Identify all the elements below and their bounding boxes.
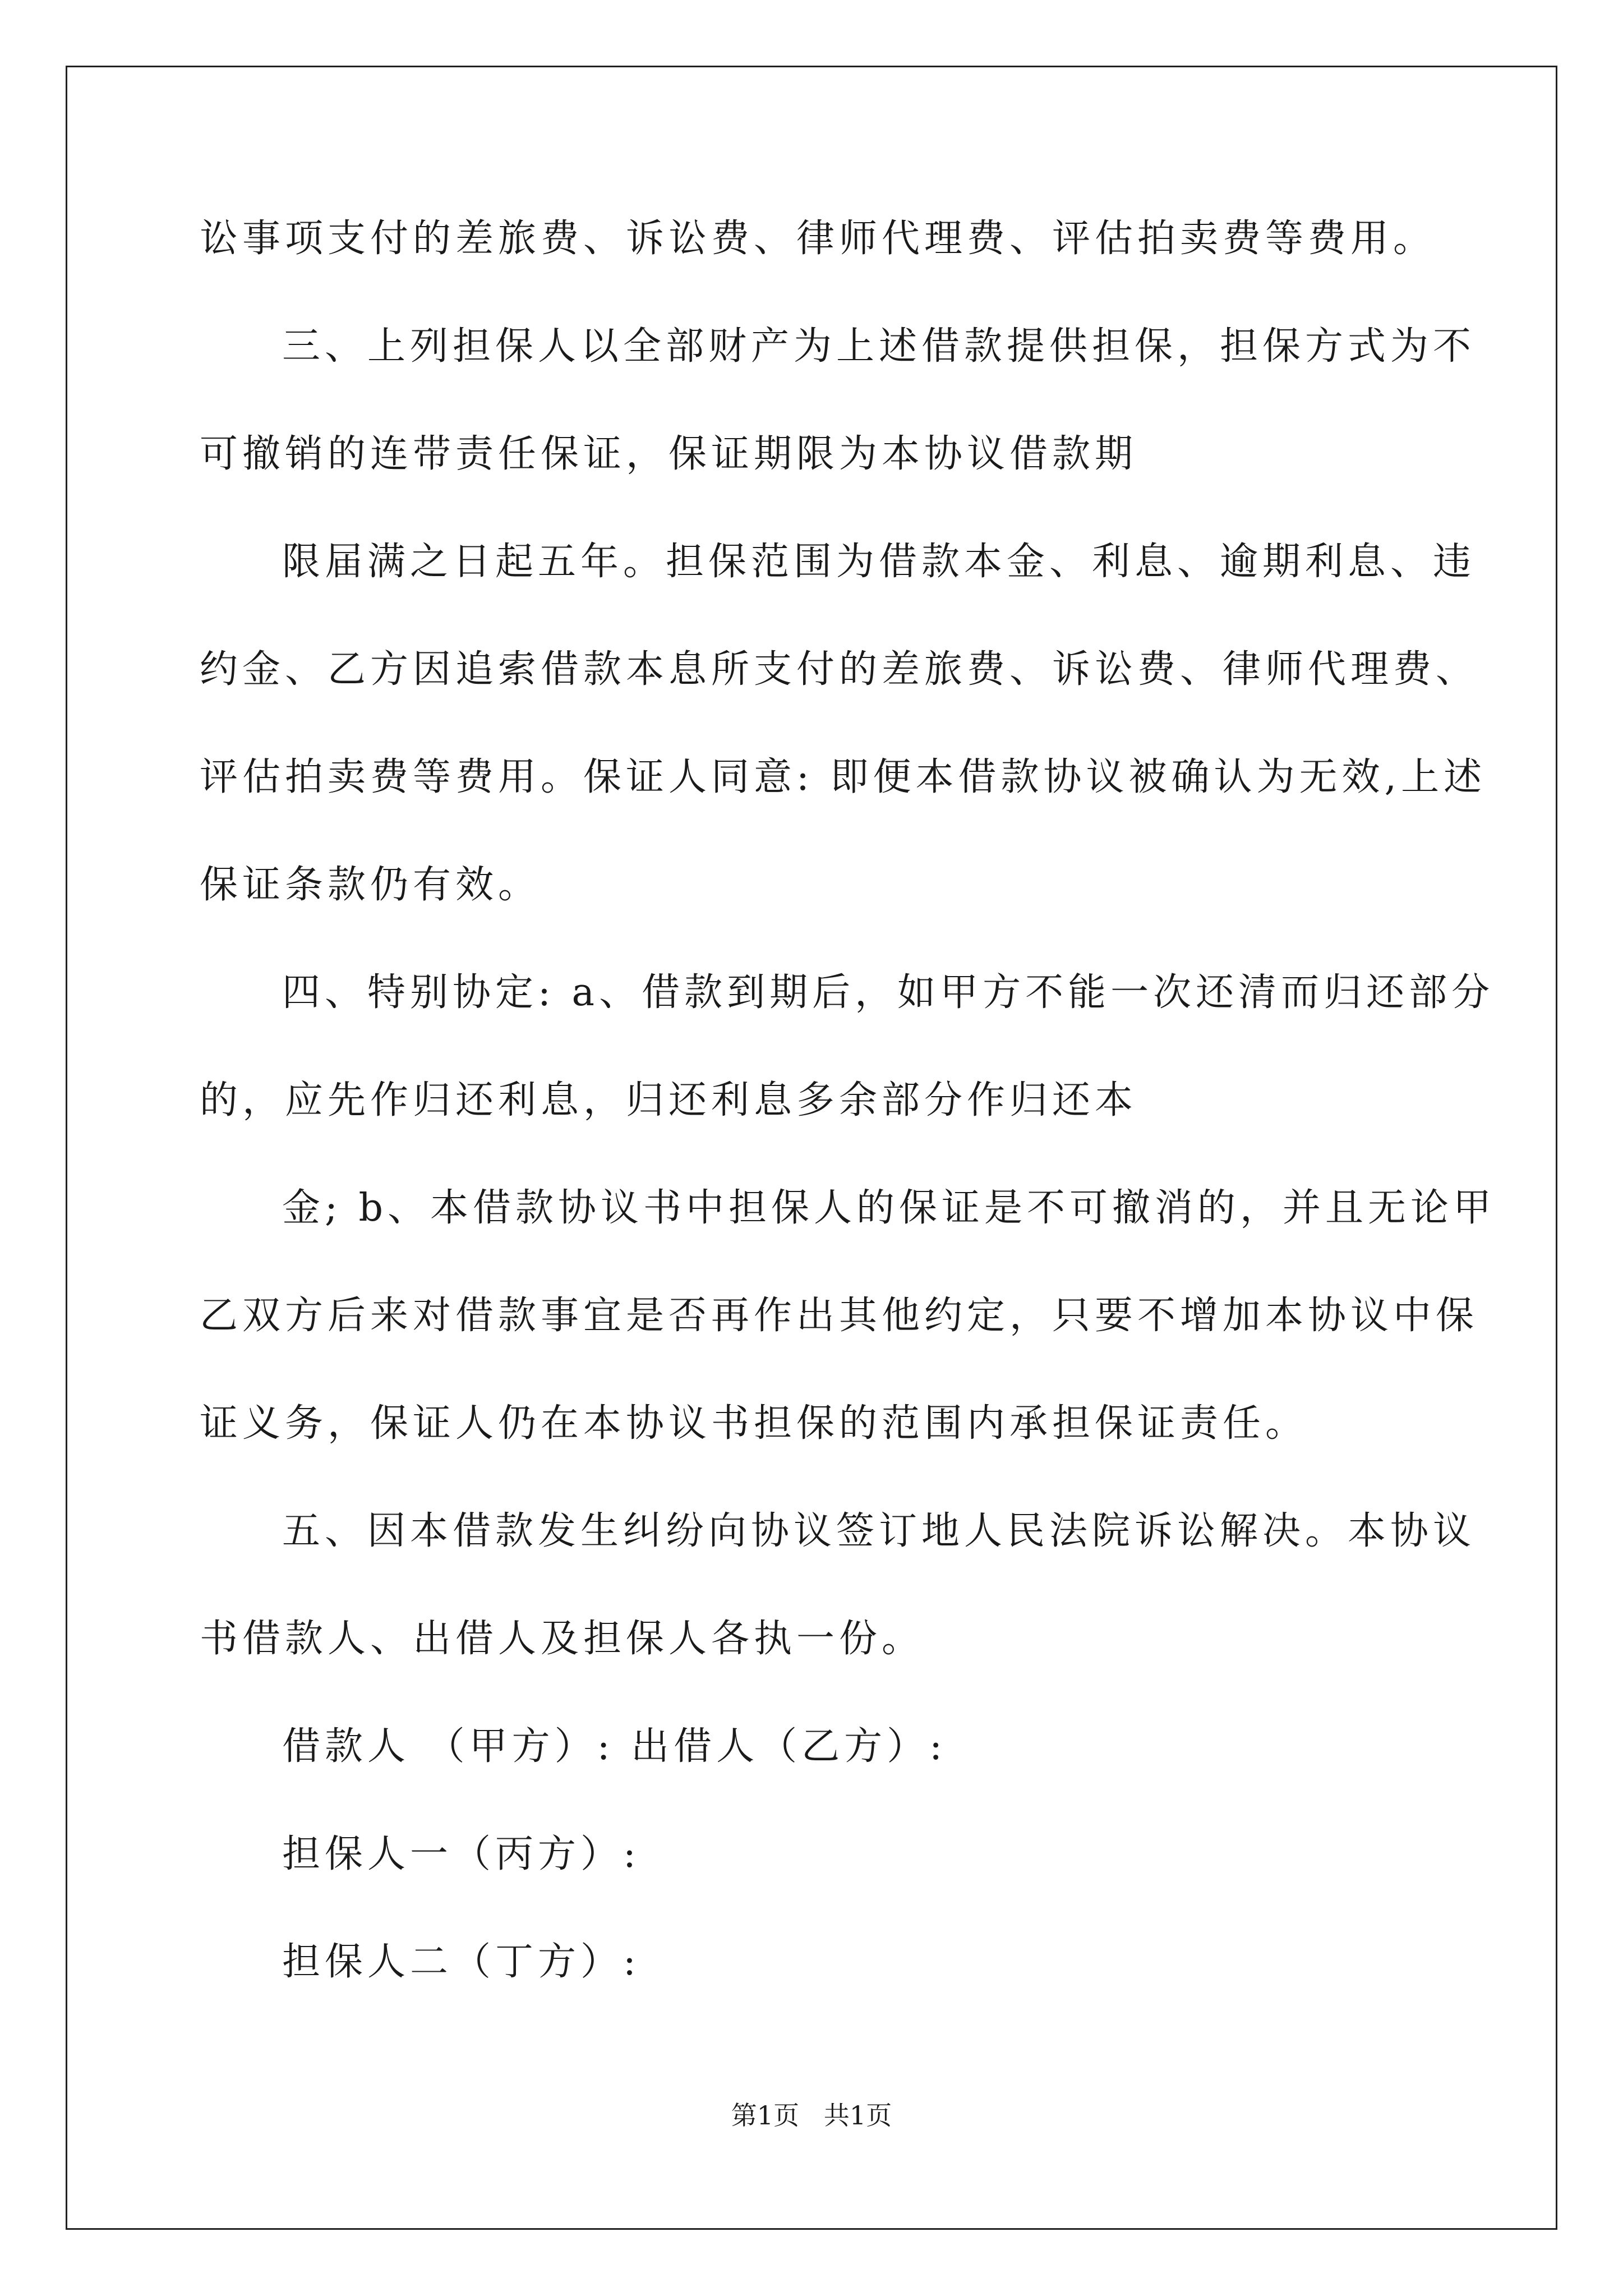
clause-4-line-1: 四、特别协定: a、借款到期后，如甲方不能一次还清而归还部分 [282, 970, 1495, 1015]
clause-3-line-6: 保证条款仍有效。 [200, 863, 541, 907]
clause-3-line-2: 可撤销的连带责任保证，保证期限为本协议借款期 [200, 432, 1138, 476]
page-number-footer: 第1页 共1页 [731, 2100, 892, 2131]
signature-guarantor-2: 担保人二（丁方）: [282, 1940, 640, 1984]
page-border [66, 66, 1557, 2230]
clause-5-line-1: 五、因本借款发生纠纷向协议签订地人民法院诉讼解决。本协议 [282, 1509, 1476, 1553]
clause-5-line-2: 书借款人、出借人及担保人各执一份。 [200, 1617, 925, 1661]
clause-4-line-4: 乙双方后来对借款事宜是否再作出其他约定，只要不增加本协议中保 [200, 1294, 1479, 1338]
clause-4-line-5: 证义务，保证人仍在本协议书担保的范围内承担保证责任。 [200, 1401, 1308, 1446]
clause-4-line-3: 金; b、本借款协议书中担保人的保证是不可撤消的，并且无论甲 [282, 1186, 1496, 1230]
clause-3-line-5: 评估拍卖费等费用。保证人同意: 即便本借款协议被确认为无效,上述 [200, 755, 1487, 799]
clause-3-line-1: 三、上列担保人以全部财产为上述借款提供担保，担保方式为不 [282, 324, 1476, 369]
body-line-1: 讼事项支付的差旅费、诉讼费、律师代理费、评估拍卖费等费用。 [200, 217, 1436, 261]
signature-guarantor-1: 担保人一（丙方）: [282, 1832, 640, 1876]
clause-4-line-2: 的，应先作归还利息，归还利息多余部分作归还本 [200, 1078, 1138, 1122]
clause-3-line-4: 约金、乙方因追索借款本息所支付的差旅费、诉讼费、律师代理费、 [200, 647, 1479, 692]
clause-3-line-3: 限届满之日起五年。担保范围为借款本金、利息、逾期利息、违 [282, 540, 1476, 584]
signature-borrower-lender: 借款人 （甲方）: 出借人（乙方）: [282, 1724, 947, 1769]
